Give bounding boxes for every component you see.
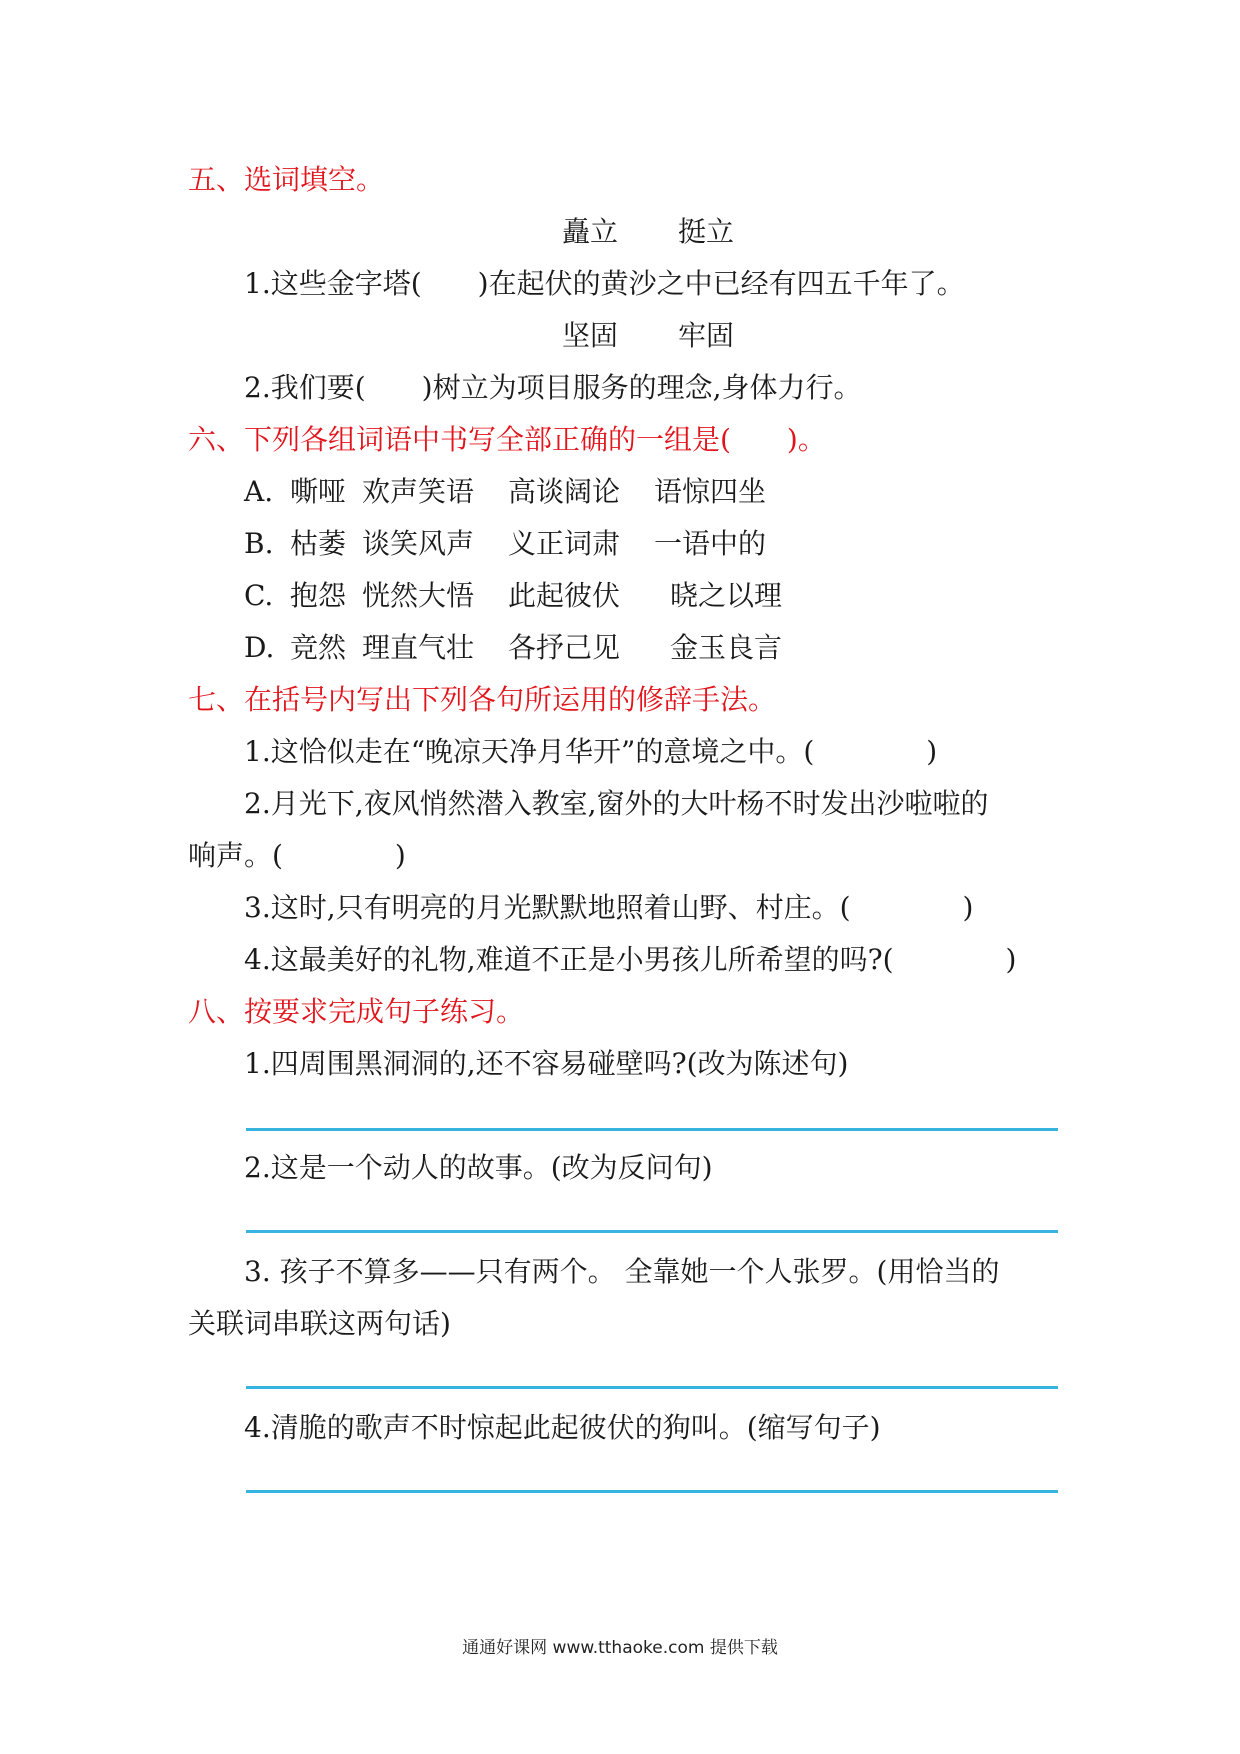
section7-title: 七、在括号内写出下列各句所运用的修辞手法。 <box>188 683 777 716</box>
option-word: 谈笑风声 <box>362 527 475 560</box>
option-word: 高谈阔论 <box>508 475 621 508</box>
option-letter: D. <box>244 631 275 664</box>
answer-line[interactable] <box>246 1230 1058 1233</box>
section5-title: 五、选词填空。 <box>188 163 385 196</box>
answer-line[interactable] <box>246 1128 1058 1131</box>
option-word: 嘶哑 <box>290 475 347 508</box>
question-5-1: 1.这些金字塔( )在起伏的黄沙之中已经有四五千年了。 <box>244 267 965 300</box>
option-word: 竞然 <box>290 631 347 664</box>
option-word: 欢声笑语 <box>362 475 475 508</box>
question-8-3-line1: 3. 孩子不算多——只有两个。 全靠她一个人张罗。(用恰当的 <box>244 1255 1000 1288</box>
question-8-4: 4.清脆的歌声不时惊起此起彼伏的狗叫。(缩写句子) <box>244 1411 881 1444</box>
option-a <box>244 472 766 512</box>
question-8-1: 1.四周围黑洞洞的,还不容易碰壁吗?(改为陈述句) <box>244 1047 849 1080</box>
question-5-2: 2.我们要( )树立为项目服务的理念,身体力行。 <box>244 371 862 404</box>
option-c <box>244 576 782 616</box>
word-choices-1 <box>562 212 734 252</box>
option-word: 金玉良言 <box>670 631 783 664</box>
option-word: 晓之以理 <box>670 579 783 612</box>
option-word: 抱怨 <box>290 579 347 612</box>
option-word: 枯萎 <box>290 527 347 560</box>
option-word: 义正词肃 <box>508 527 621 560</box>
answer-line[interactable] <box>246 1386 1058 1389</box>
word-choices-2 <box>562 316 734 356</box>
option-word: 理直气壮 <box>362 631 475 664</box>
option-letter: C. <box>244 579 274 612</box>
word-choice: 牢固 <box>678 319 735 352</box>
answer-line[interactable] <box>246 1490 1058 1493</box>
option-b <box>244 524 766 564</box>
word-choice: 坚固 <box>562 319 619 352</box>
option-word: 各抒己见 <box>508 631 621 664</box>
option-word: 恍然大悟 <box>362 579 475 612</box>
question-8-3-line2: 关联词串联这两句话) <box>188 1307 451 1340</box>
question-7-1: 1.这恰似走在“晚凉天净月华开”的意境之中。( ) <box>244 735 938 768</box>
word-choice: 矗立 <box>562 215 619 248</box>
option-word: 一语中的 <box>654 527 767 560</box>
option-word: 语惊四坐 <box>654 475 767 508</box>
section6-title: 六、下列各组词语中书写全部正确的一组是( )。 <box>188 423 826 456</box>
word-choice: 挺立 <box>678 215 735 248</box>
footer-credit: 通通好课网 www.tthaoke.com 提供下载 <box>462 1638 778 1658</box>
option-letter: A. <box>244 475 274 508</box>
question-7-3: 3.这时,只有明亮的月光默默地照着山野、村庄。( ) <box>244 891 974 924</box>
section8-title: 八、按要求完成句子练习。 <box>188 995 525 1028</box>
question-7-2-line2: 响声。( ) <box>188 839 406 872</box>
option-word: 此起彼伏 <box>508 579 621 612</box>
question-7-2-line1: 2.月光下,夜风悄然潜入教室,窗外的大叶杨不时发出沙啦啦的 <box>244 787 989 820</box>
question-7-4: 4.这最美好的礼物,难道不正是小男孩儿所希望的吗?( ) <box>244 943 1017 976</box>
question-8-2: 2.这是一个动人的故事。(改为反问句) <box>244 1151 713 1184</box>
option-d <box>244 628 782 668</box>
option-letter: B. <box>244 527 274 560</box>
